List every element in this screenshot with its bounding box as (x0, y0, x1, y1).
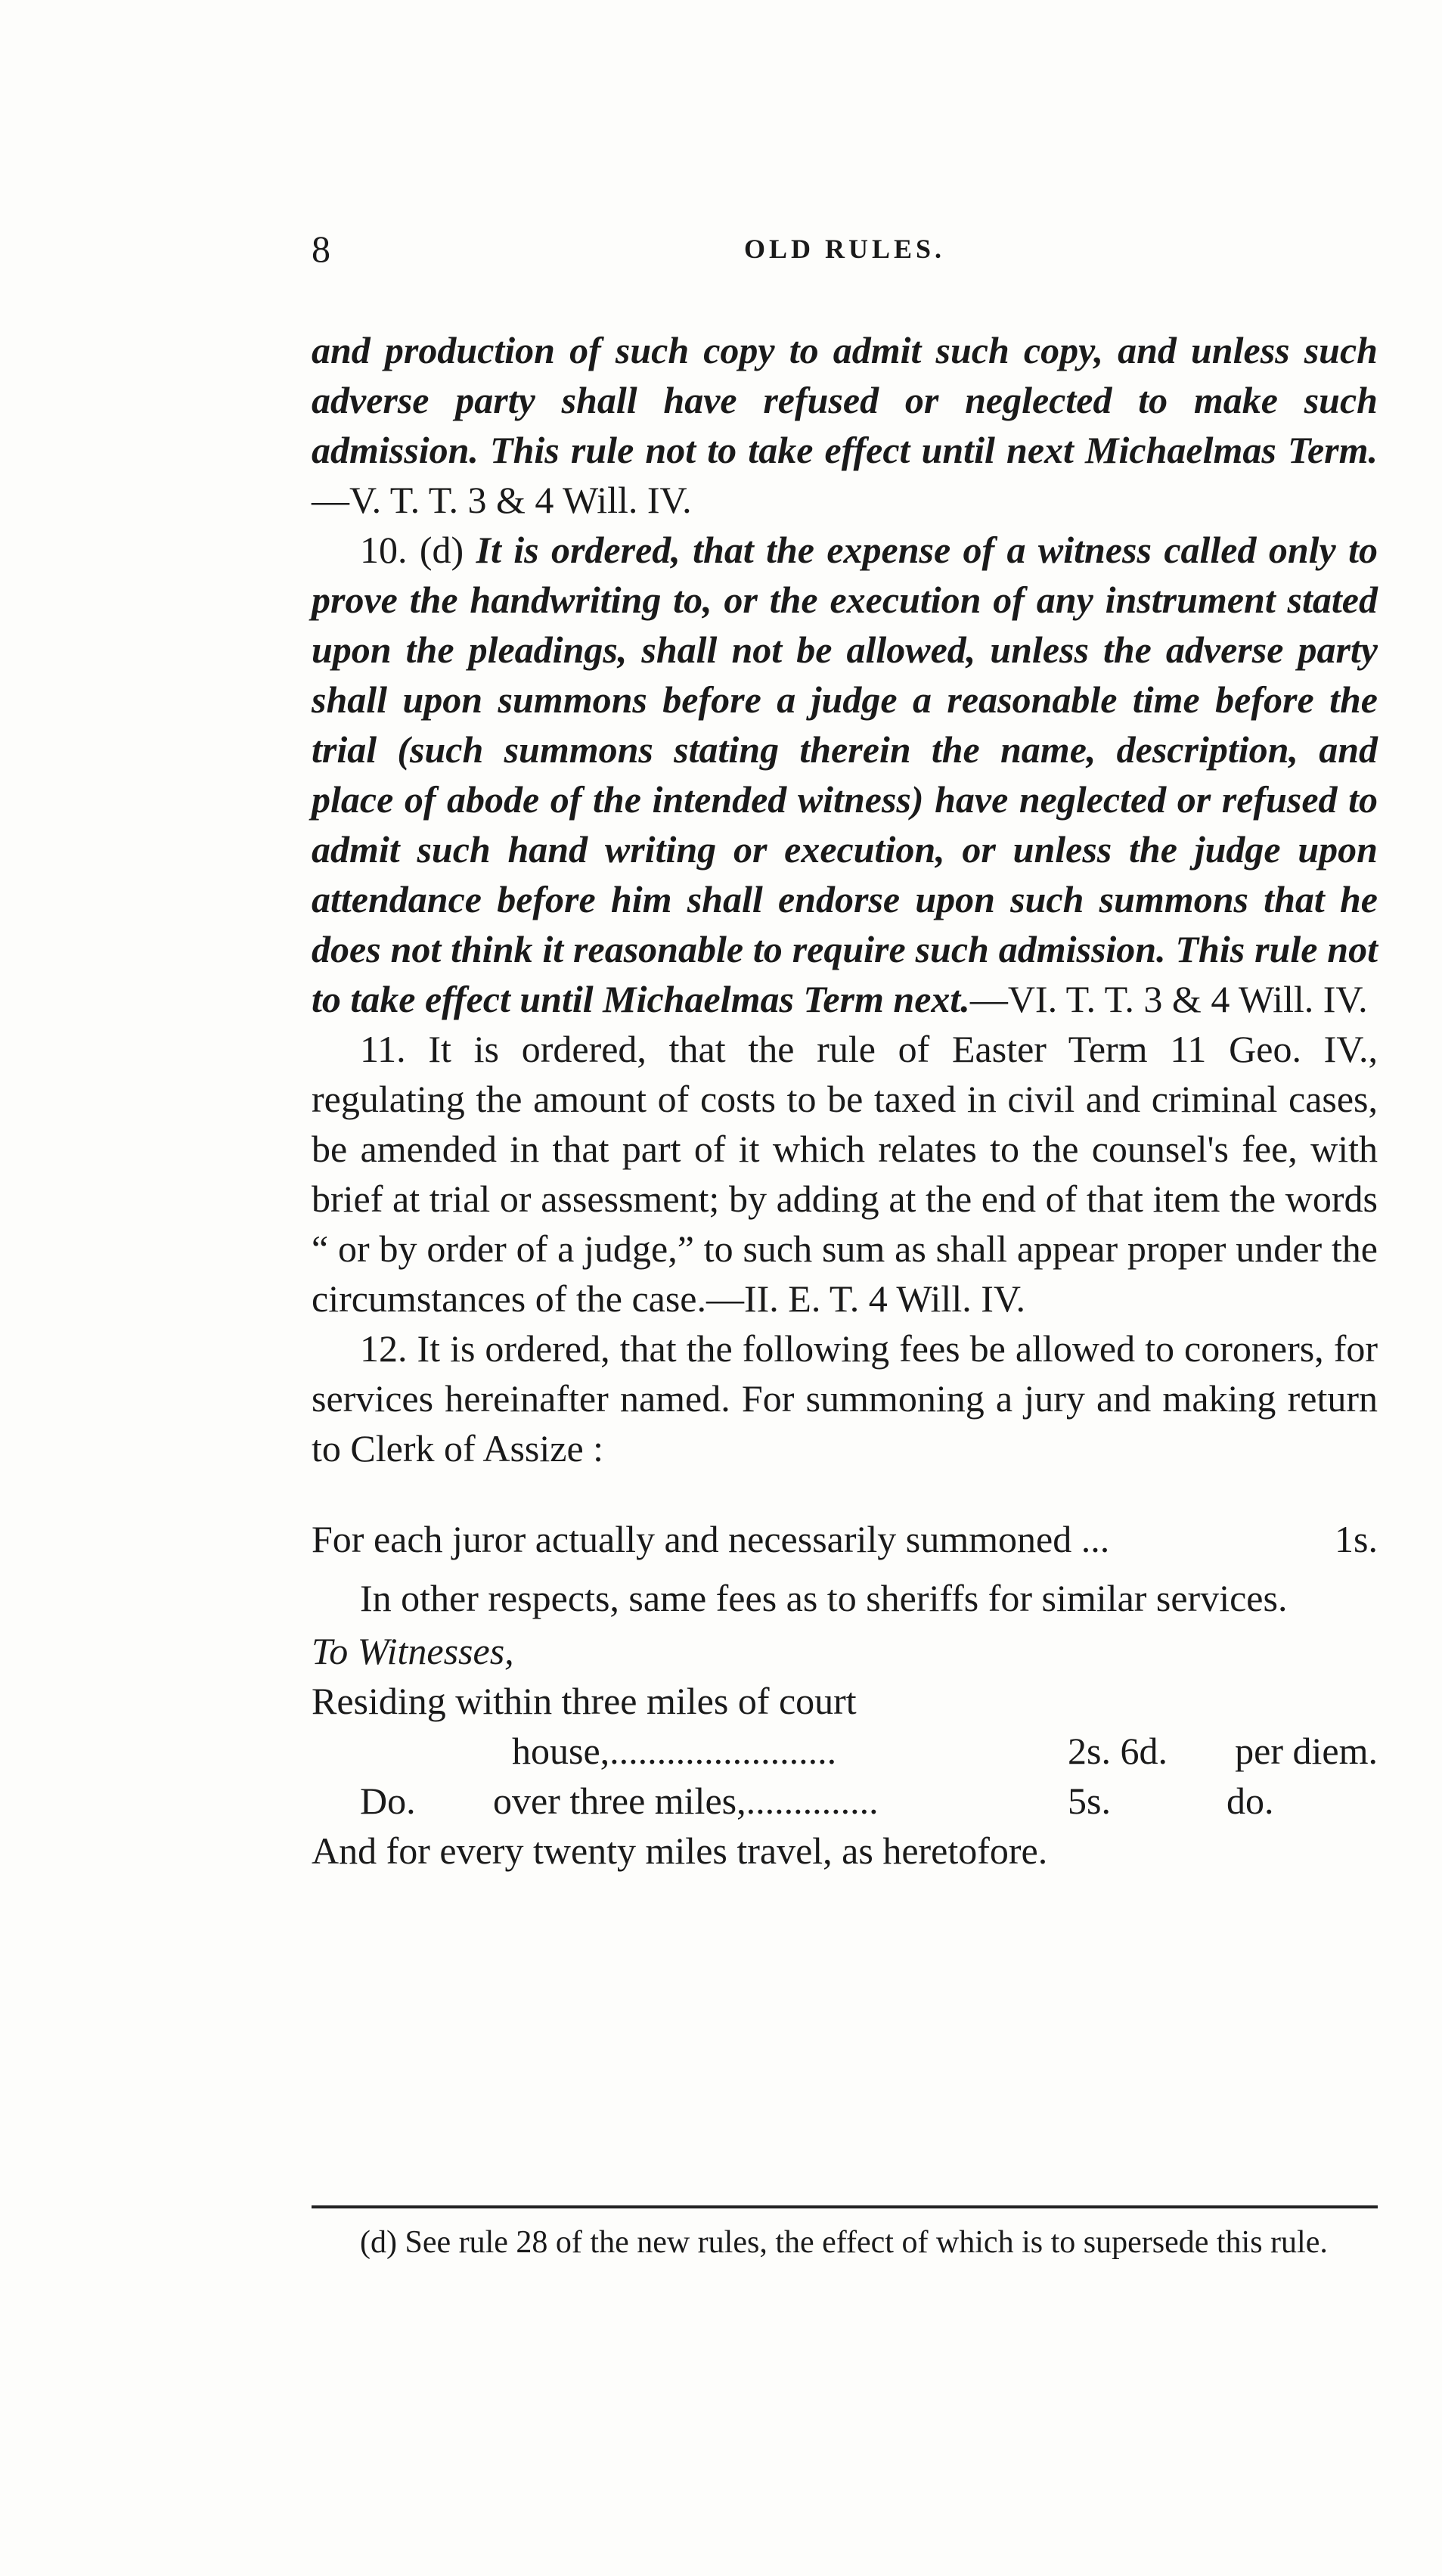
rule-9-italic-text: and production of such copy to admit such copy, and unless such adverse party shall have refused or neglected to make such admission. This rule not to take effect until next Michaelmas Term. (312, 329, 1378, 471)
witness-row-2-label: house,........................ (512, 1730, 837, 1772)
page-header (312, 227, 1378, 280)
witness-row-4-text: And for every twenty miles travel, as heretofore. (312, 1830, 1048, 1872)
running-title: OLD RULES. (743, 234, 946, 264)
footnote (312, 2222, 1378, 2263)
witness-row-2-amount: 2s. 6d. (1068, 1730, 1168, 1772)
rule-10-citation: —VI. T. T. 3 & 4 Will. IV. (969, 978, 1368, 1020)
juror-fee-amount: 1s. (1335, 1518, 1378, 1560)
rule-12: 12. It is ordered, that the following fees be allowed to coroners, for services hereinafter named. For summoning a jury and making return to Clerk of Assize : (312, 1327, 1378, 1470)
other-respects-text: In other respects, same fees as to sheriffs for similar services. (360, 1577, 1288, 1619)
juror-fee-label: For each juror actually and necessarily summoned ... (312, 1518, 1110, 1560)
rule-10-italic-text: It is ordered, that the expense of a witness called only to prove the handwriting to, or the execution of any instrument stated upon the pleadings, shall not be allowed, unless the adverse party shall upon summons before a judge a reasonable time before the trial (such summons stating therein the name, description, and place of abode of the intended witness) have neglected or refused to admit such hand writing or execution, or unless the judge upon attendance before him shall endorse upon such summons that he does not think it reasonable to require such admission. This rule not to take effect until Michaelmas Term next. (312, 529, 1378, 1020)
witness-row-3-unit: do. (1226, 1780, 1274, 1822)
witness-row-1-text: Residing within three miles of court (312, 1680, 857, 1722)
witness-row-4 (312, 1826, 1378, 1876)
rule-10 (312, 525, 1378, 1024)
page-number: 8 (312, 228, 330, 270)
footnote-divider (312, 2205, 1378, 2208)
rule-10-number: 10. (d) (360, 529, 464, 571)
witness-row-2-unit: per diem. (1235, 1730, 1378, 1772)
rule-11: 11. It is ordered, that the rule of Easter Term 11 Geo. IV., regulating the amount of costs to be taxed in civil and criminal cases, be amended in that part of it which relates to the counsel's fee, with brief at trial or assessment; by adding at the end of that item the words “ or by order of a judge,” to such sum as shall appear proper under the circumstances of the case.—II. E. T. 4 Will. IV. (312, 1028, 1378, 1320)
rule-9-citation: —V. T. T. 3 & 4 Will. IV. (312, 479, 692, 521)
witnesses-heading: To Witnesses, (312, 1630, 514, 1672)
footnote-text: (d) See rule 28 of the new rules, the effect of which is to supersede this rule. (360, 2225, 1328, 2260)
rule-9-continuation (312, 325, 1378, 525)
witness-row-3 (312, 1776, 1378, 1826)
witness-row-3-label: Do. (360, 1780, 416, 1822)
witness-row-3-amount: 5s. (1068, 1780, 1111, 1822)
witness-row-1 (312, 1676, 1378, 1726)
page-body (312, 325, 1378, 1876)
witness-row-3-mid: over three miles,.............. (493, 1780, 879, 1822)
witness-row-2 (312, 1726, 1378, 1776)
juror-fee-line (312, 1514, 1378, 1564)
